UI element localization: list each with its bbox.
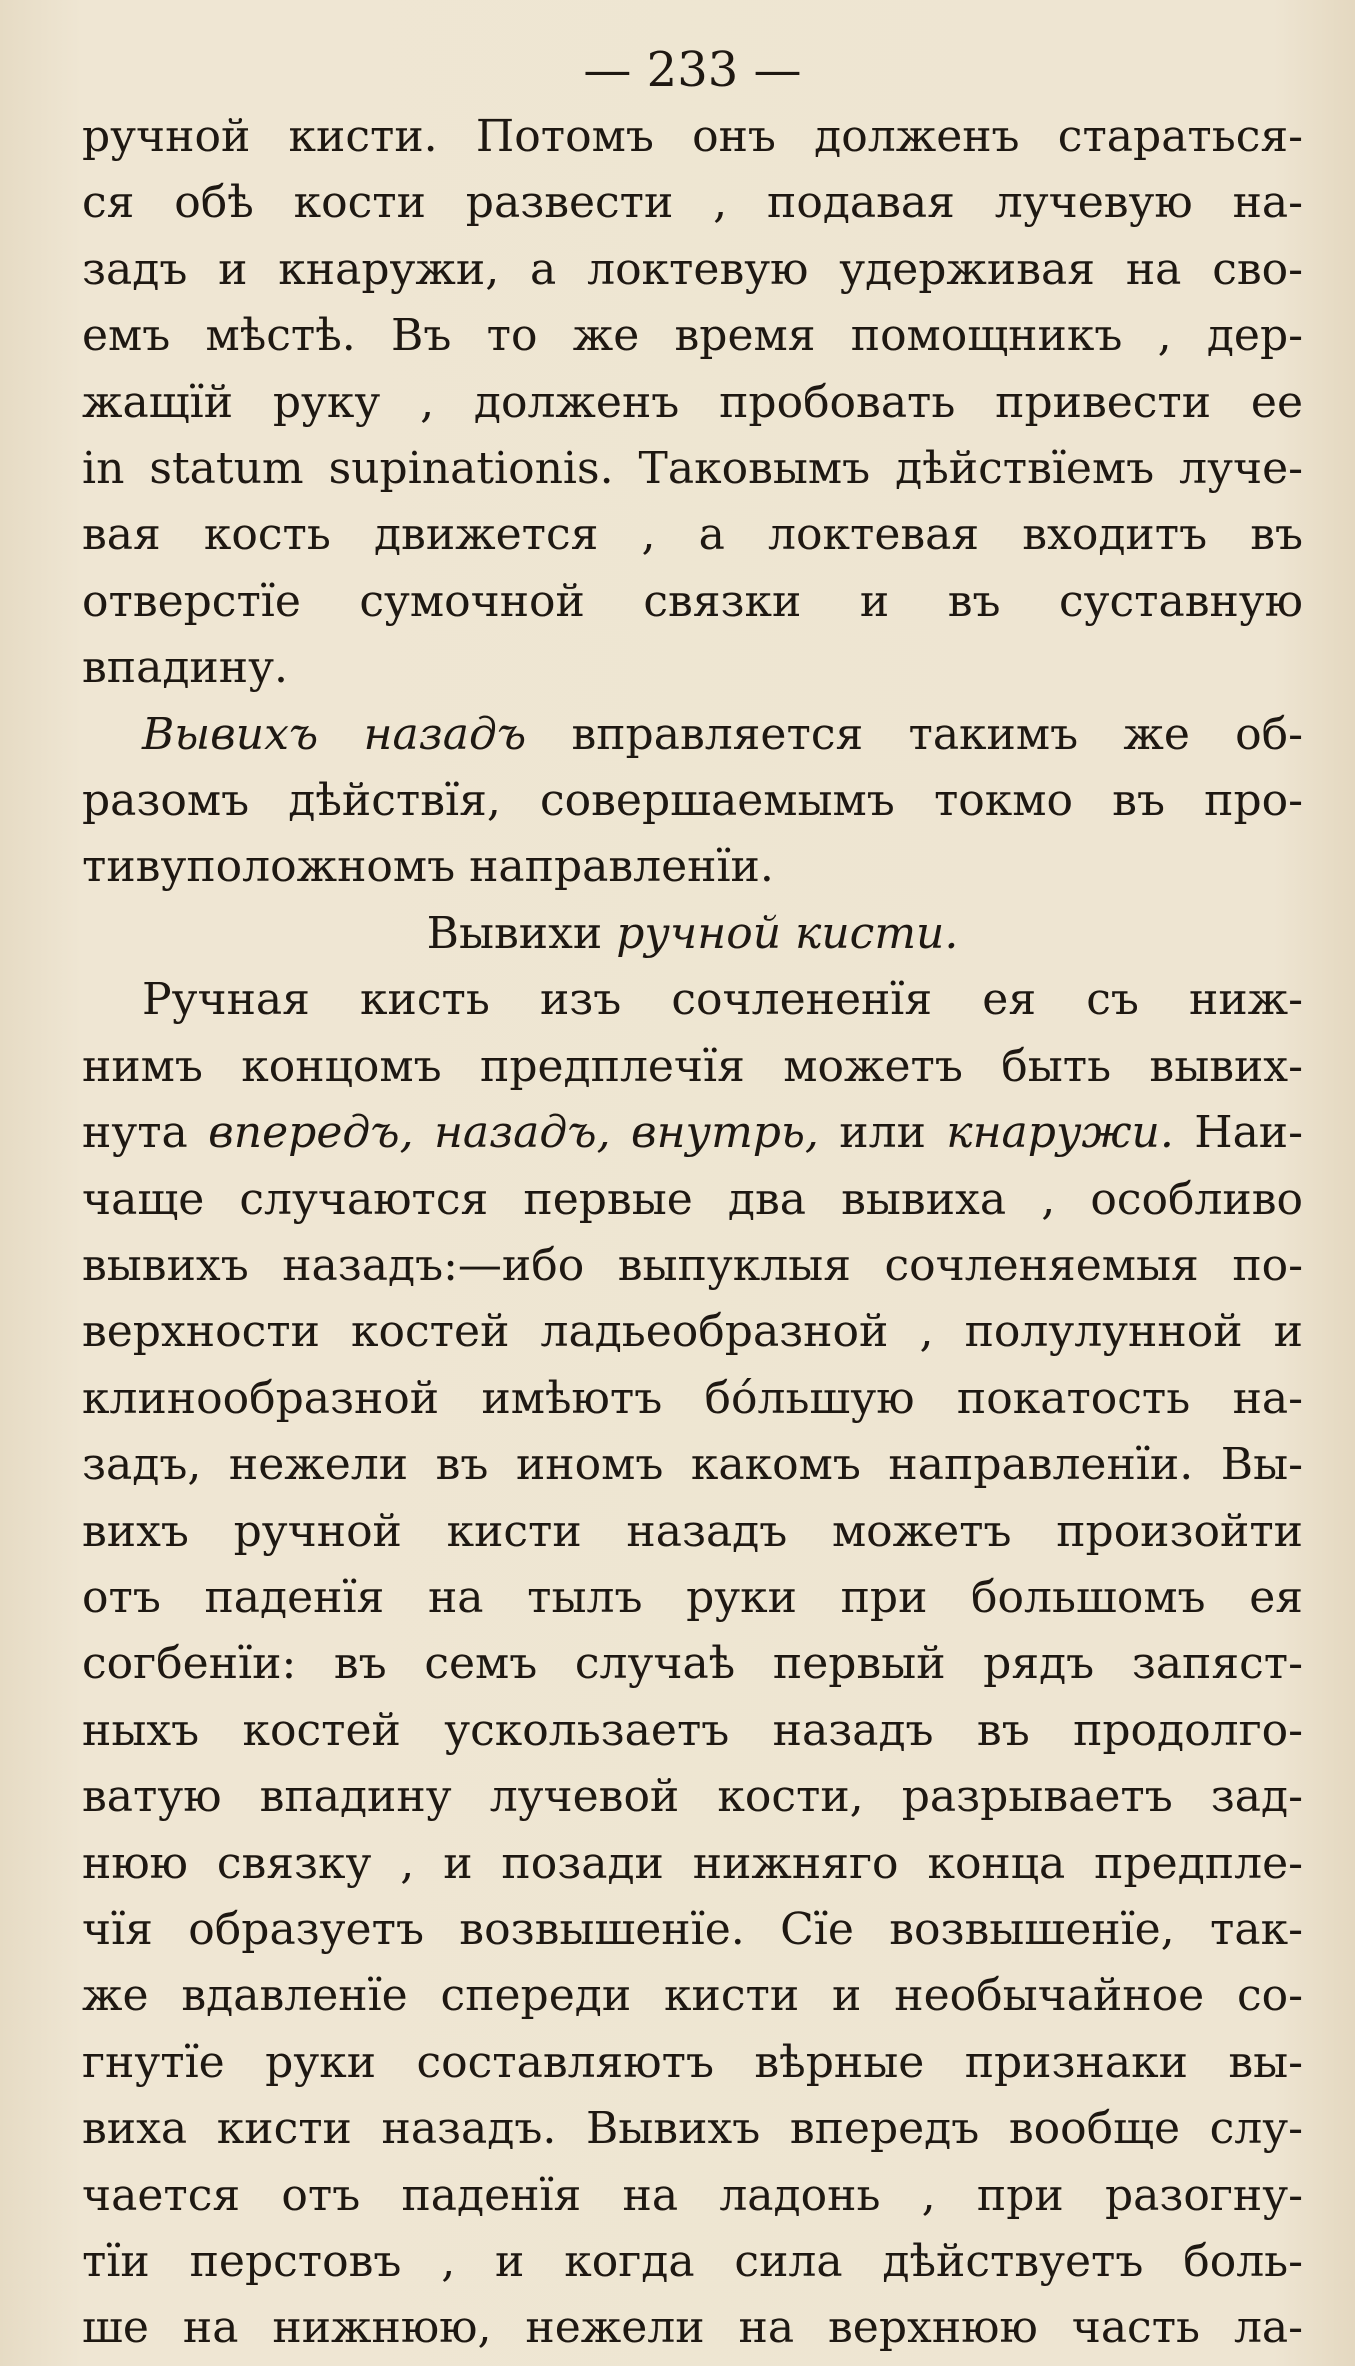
text-line: же вдавленїе спереди кисти и необычайное со- (82, 1970, 1303, 2022)
italic-run: ручной кисти. (616, 907, 959, 959)
text-line (82, 901, 1303, 967)
text-run: или (818, 1107, 947, 1159)
text-line: задъ, нежели въ иномъ какомъ направленїи. Вы- (82, 1439, 1303, 1491)
text-line: ше на нижнюю, нежели на верхнюю часть ла- (82, 2302, 1303, 2354)
text-line: согбенїи: въ семъ случаѣ первый рядъ запяст- (82, 1638, 1303, 1690)
text-line: вая кость движется , а локтевая входитъ въ (82, 509, 1303, 561)
italic-run: кнаружи. (946, 1107, 1174, 1159)
text-line: отверстїе сумочной связки и въ суставную (82, 575, 1303, 627)
italic-run: впередъ, назадъ, внутрь, (208, 1107, 819, 1159)
italic-run: Вывихъ назадъ (142, 708, 527, 760)
text-line: чается отъ паденїя на ладонь , при разогну- (82, 2169, 1303, 2221)
text-run: нута (82, 1107, 209, 1159)
text-line: тїи перстовъ , и когда сила дѣйствуетъ боль- (82, 2236, 1303, 2287)
text-line (82, 702, 1303, 768)
text-line: ватую впадину лучевой кости, разрываетъ зад- (82, 1771, 1303, 1823)
text-line: нимъ концомъ предплечїя можетъ быть вывих- (82, 1040, 1303, 1092)
page-number: — 233 — (583, 42, 802, 98)
text-line: вывихъ назадъ:—ибо выпуклыя сочленяемыя по- (82, 1239, 1303, 1291)
text-line (82, 1100, 1303, 1166)
body-text (82, 104, 1303, 2362)
text-line: чїя образуетъ возвышенїе. Сїе возвышенїе, так- (82, 1903, 1303, 1955)
text-line: клинообразной имѣютъ бо́льшую покатость на- (82, 1372, 1303, 1424)
text-line: емъ мѣстѣ. Въ то же время помощникъ , дер- (82, 310, 1303, 362)
text-line: задъ и кнаружи, а локтевую удерживая на сво- (82, 243, 1303, 295)
text-line: отъ паденїя на тылъ руки при большомъ ея (82, 1571, 1303, 1623)
text-run: Вывихи (426, 907, 617, 959)
text-line: ручной кисти. Потомъ онъ долженъ стараться- (82, 111, 1303, 162)
text-line: виха кисти назадъ. Вывихъ впередъ вообще слу- (82, 2103, 1303, 2155)
text-line: впадину. (82, 642, 288, 694)
text-line: нюю связку , и позади нижняго конца предпле- (82, 1837, 1303, 1889)
text-line: ныхъ костей ускользаетъ назадъ въ продолго- (82, 1704, 1303, 1756)
text-run: вправляется такимъ же об- (526, 708, 1303, 760)
text-line: верхности костей ладьеобразной , полулунной и (82, 1306, 1303, 1358)
text-line: жащїй руку , долженъ пробовать привести ее (82, 376, 1303, 428)
text-line: разомъ дѣйствїя, совершаемымъ токмо въ про- (82, 775, 1303, 827)
text-line: ся обѣ кости развести , подавая лучевую на- (82, 177, 1303, 229)
text-line: тивуположномъ направленїи. (82, 841, 774, 893)
text-line: чаще случаются первые два вывиха , особливо (82, 1173, 1303, 1225)
text-run: Наи- (1173, 1107, 1304, 1159)
text-line: гнутїе руки составляютъ вѣрные признаки вы- (82, 2036, 1303, 2088)
text-line: Ручная кисть изъ сочлененїя ея съ ниж- (142, 974, 1303, 1026)
text-line: in statum supinationis. Таковымъ дѣйствїемъ луче- (82, 443, 1303, 495)
text-line: вихъ ручной кисти назадъ можетъ произойти (82, 1505, 1303, 1557)
